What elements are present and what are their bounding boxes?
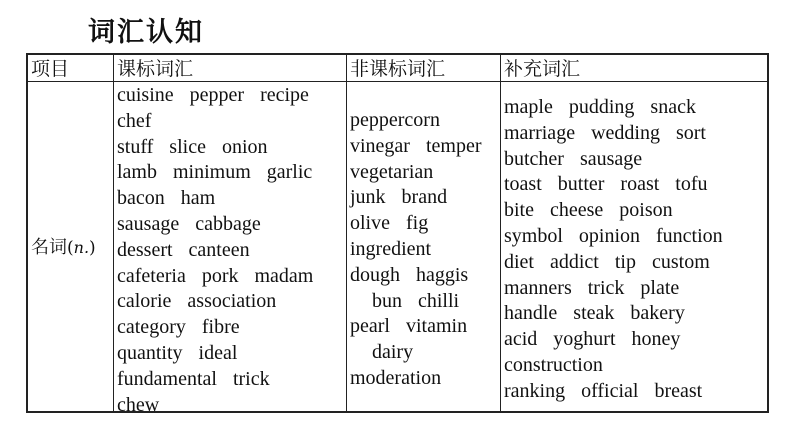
header-item: 项目: [31, 58, 70, 80]
list-item: dessert canteen: [117, 238, 250, 261]
list-item: ingredient: [350, 237, 432, 260]
header-syllabus: 课标词汇: [117, 58, 194, 80]
row-label-noun: [28, 233, 117, 259]
list-item: marriage wedding sort: [504, 121, 706, 144]
column-divider: [500, 55, 501, 411]
list-item: pearl vitamin: [350, 315, 468, 338]
list-item: chew: [117, 393, 160, 416]
row-label-paren-close: ): [89, 238, 96, 258]
vocabulary-table: [26, 53, 769, 416]
supplementary-word-list: [504, 95, 723, 405]
syllabus-word-list: [117, 83, 313, 418]
list-item: sausage cabbage: [117, 212, 261, 235]
list-item: diet addict tip custom: [504, 250, 710, 273]
list-item: fundamental trick: [117, 367, 270, 390]
list-item: manners trick plate: [504, 276, 680, 299]
list-item: lamb minimum garlic: [117, 161, 313, 184]
list-item: butcher sausage: [504, 147, 643, 170]
page-title: 词汇认知: [88, 17, 204, 48]
header-non-syllabus: 非课标词汇: [350, 58, 446, 80]
header-supplementary: 补充词汇: [504, 58, 581, 80]
row-label-paren-open: (: [67, 238, 74, 258]
header-divider: [28, 81, 767, 82]
list-item: stuff slice onion: [117, 135, 268, 158]
list-item: moderation: [350, 366, 442, 389]
list-item: dairy: [372, 341, 414, 364]
list-item: dough haggis: [350, 263, 469, 286]
list-item: handle steak bakery: [504, 302, 685, 325]
row-label-text: 名词: [31, 237, 67, 258]
row-label-abbr: n.: [73, 238, 90, 257]
list-item: olive fig: [350, 212, 429, 235]
list-item: vegetarian: [350, 160, 434, 183]
column-divider: [346, 55, 347, 411]
list-item: acid yoghurt honey: [504, 328, 681, 351]
list-item: maple pudding snack: [504, 96, 696, 118]
list-item: vinegar temper: [350, 134, 482, 157]
list-item: ranking official breast: [504, 379, 703, 402]
list-item: toast butter roast tofu: [504, 173, 708, 196]
list-item: construction: [504, 353, 603, 376]
list-item: bite cheese poison: [504, 199, 673, 222]
list-item: cafeteria pork madam: [117, 264, 314, 287]
list-item: cuisine pepper recipe: [117, 84, 309, 106]
list-item: category fibre: [117, 316, 240, 339]
list-item: bun chilli: [372, 289, 460, 312]
list-item: junk brand: [350, 186, 448, 209]
list-item: bacon ham: [117, 187, 216, 210]
list-item: symbol opinion function: [504, 224, 723, 247]
list-item: quantity ideal: [117, 341, 238, 364]
list-item: calorie association: [117, 290, 277, 313]
non-syllabus-word-list: [350, 108, 482, 392]
list-item: peppercorn: [350, 109, 440, 131]
list-item: chef: [117, 109, 152, 132]
